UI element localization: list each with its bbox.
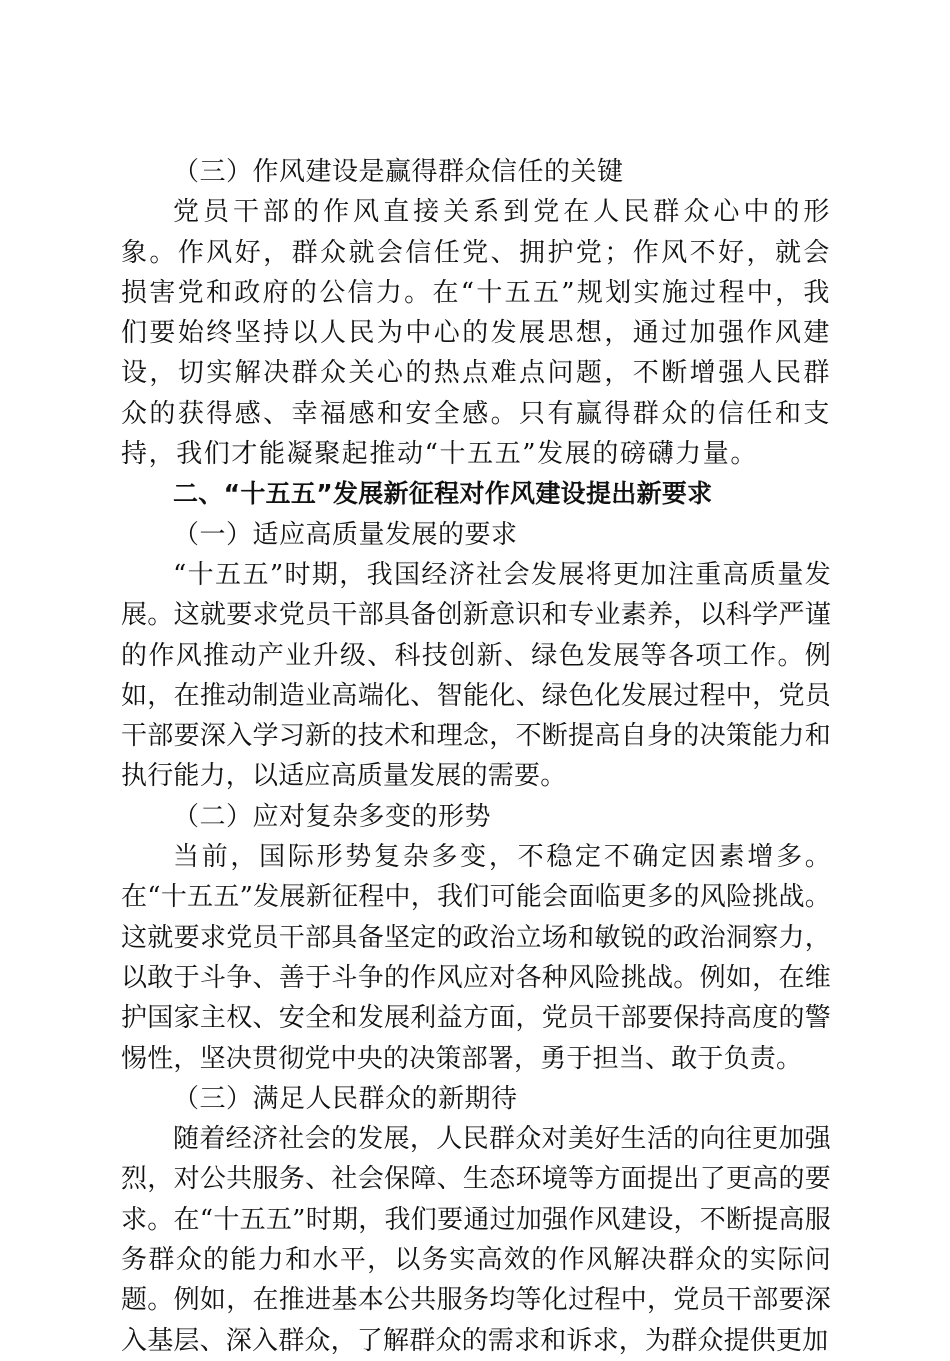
sub-heading-high-quality-development: （一）适应高质量发展的要求 [173,519,518,550]
paragraph-complex-situation: 当前，国际形势复杂多变，不稳定不确定因素增多。在“十五五”发展新征程中，我们可能会面临更多的风险挑战。这就要求党员干部具备坚定的政治立场和敏锐的政治洞察力，以敢于斗争、善于斗争的作风应对各种风险挑战。例如，在维护国家主权、安全和发展利益方面，党员干部要保持高度的警惕性，坚决贯彻党中央的决策部署，勇于担当、敢于负责。 [121,842,831,1074]
paragraph-people-expectations: 随着经济社会的发展，人民群众对美好生活的向往更加强烈，对公共服务、社会保障、生态环境等方面提出了更高的要求。在“十五五”时期，我们要通过加强作风建设，不断提高服务群众的能力和水平，以务实高效的作风解决群众的实际问题。例如，在推进基本公共服务均等化过程中，党员干部要深入基层、深入群众，了解群众的需求和诉求，为群众提供更加 [121,1124,831,1356]
paragraph-high-quality-development: “十五五”时期，我国经济社会发展将更加注重高质量发展。这就要求党员干部具备创新意识和专业素养，以科学严谨的作风推动产业升级、科技创新、绿色发展等各项工作。例如，在推动制造业高端化、智能化、绿色化发展过程中，党员干部要深入学习新的技术和理念，不断提高自身的决策能力和执行能力，以适应高质量发展的需要。 [121,559,831,792]
sub-heading-people-expectations: （三）满足人民群众的新期待 [173,1083,518,1114]
section-heading-new-requirements: 二、“十五五”发展新征程对作风建设提出新要求 [173,479,713,509]
document-body [121,152,831,1361]
paragraph-work-style-trust: 党员干部的作风直接关系到党在人民群众心中的形象。作风好，群众就会信任党、拥护党；作风不好，就会损害党和政府的公信力。在“十五五”规划实施过程中，我们要始终坚持以人民为中心的发展思想，通过加强作风建设，切实解决群众关心的热点难点问题，不断增强人民群众的获得感、幸福感和安全感。只有赢得群众的信任和支持，我们才能凝聚起推动“十五五”发展的磅礴力量。 [121,197,831,470]
sub-heading-work-style-trust: （三）作风建设是赢得群众信任的关键 [173,157,624,187]
sub-heading-complex-situation: （二）应对复杂多变的形势 [173,801,492,832]
